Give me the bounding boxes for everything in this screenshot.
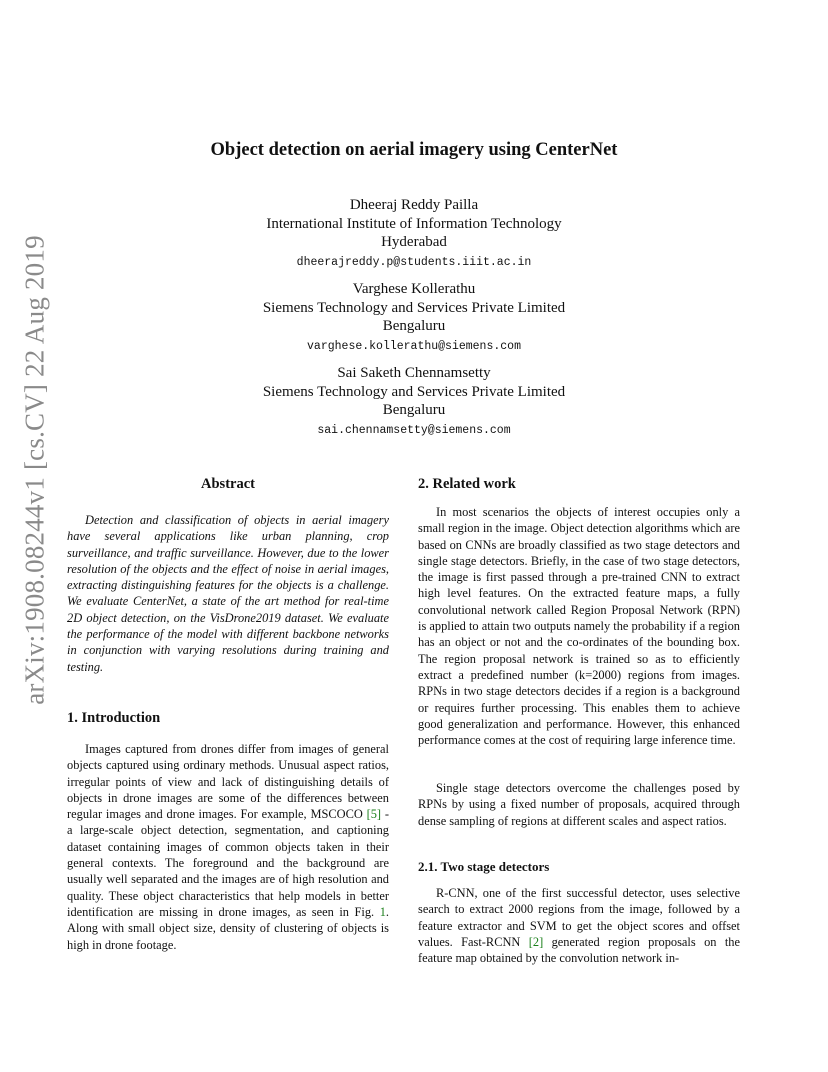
text-run: R-CNN, one of the first successful detector, uses selective search to extract 2000 regions from the image, followed by a feature extractor and SVM to get the object scores and offset values. Fast-RCNN: [418, 886, 740, 949]
two-stage-detectors-heading: 2.1. Two stage detectors: [418, 859, 550, 874]
arxiv-identifier: arXiv:1908.08244v1 [cs.CV] 22 Aug 2019: [19, 235, 50, 705]
author-email: varghese.kollerathu@siemens.com: [307, 339, 521, 353]
text-run: . Along with small object size, density of clustering of objects is high in drone footage.: [67, 904, 389, 952]
related-work-heading: 2. Related work: [418, 476, 516, 492]
author-city: Hyderabad: [381, 234, 447, 250]
author-block-3: [0, 364, 828, 437]
paper-title: Object detection on aerial imagery using CenterNet: [210, 140, 618, 160]
author-block-1: [0, 196, 828, 269]
text-run: Images captured from drones differ from images of general objects captured using ordinary methods. Unusual aspect ratios, irregular points of view and lack of distinguishing details of objects in drone images are some of the differences between regular images and drone images. For example, MSCOCO: [67, 742, 389, 822]
abstract-heading: Abstract: [201, 476, 255, 492]
author-block-2: [0, 280, 828, 353]
author-email: dheerajreddy.p@students.iiit.ac.in: [296, 255, 532, 269]
introduction-heading: 1. Introduction: [67, 710, 161, 726]
text-run: - a large-scale object detection, segmentation, and captioning dataset containing images of common objects taken in their general contexts. The foreground and the background are usually well separated and the images are of high resolution and quality. These object characteristics that help models in better identification are missing in drone images, as seen in Fig.: [67, 807, 390, 919]
citation-link[interactable]: [2]: [528, 934, 544, 949]
citation-link[interactable]: [5]: [366, 807, 382, 822]
author-name: Sai Saketh Chennamsetty: [337, 365, 491, 381]
author-affiliation: Siemens Technology and Services Private Limited: [262, 383, 566, 400]
author-email: sai.chennamsetty@siemens.com: [317, 423, 511, 437]
introduction-text: [67, 741, 389, 953]
two-stage-detectors-text: [418, 885, 740, 966]
related-work-paragraph-2: Single stage detectors overcome the challenges posed by RPNs by using a fixed number of proposals, acquired through dense sampling of regions at different scales and aspect ratios.: [418, 781, 740, 828]
author-affiliation: Siemens Technology and Services Private Limited: [262, 299, 566, 316]
related-work-paragraph-1: In most scenarios the objects of interest occupies only a small region in the image. Object detection algorithms which are based on CNNs are broadly classified as two stage detectors and single stage detectors. Briefly, in the case of two stage detectors, the image is first passed through a pre-trained CNN to extract high level features. On the extracted feature maps, a fully convolutional network called Region Proposal Network (RPN) is applied to attain two outputs namely the probability if a region has an object or not and the co-ordinates of the bounding box. The region proposal network is trained so as to efficiently extract a predefined number (k=2000) regions from images. RPNs in two stage detectors decides if a region is a background or requires further processing. This enables them to achieve good generalization and performance. However, this enhanced performance comes at the cost of requiring large inference time.: [418, 505, 740, 748]
author-name: Varghese Kollerathu: [352, 281, 476, 297]
author-name: Dheeraj Reddy Pailla: [349, 197, 479, 213]
text-run: generated region proposals on the feature map obtained by the convolution network in-: [418, 934, 740, 966]
author-affiliation: International Institute of Information Technology: [266, 215, 562, 232]
figure-link[interactable]: 1: [379, 904, 386, 919]
author-city: Bengaluru: [382, 318, 446, 334]
abstract-text: Detection and classification of objects in aerial imagery have several applications like urban planning, crop surveillance, and traffic surveillance. However, due to the lower resolution of the objects and the effect of noise in aerial images, extracting distinguishing features for the objects is a challenge. We evaluate CenterNet, a state of the art method for real-time 2D object detection, on the VisDrone2019 dataset. We evaluate the performance of the model with different backbone networks in conjunction with varying resolutions during training and testing.: [67, 513, 389, 674]
author-city: Bengaluru: [382, 402, 446, 418]
